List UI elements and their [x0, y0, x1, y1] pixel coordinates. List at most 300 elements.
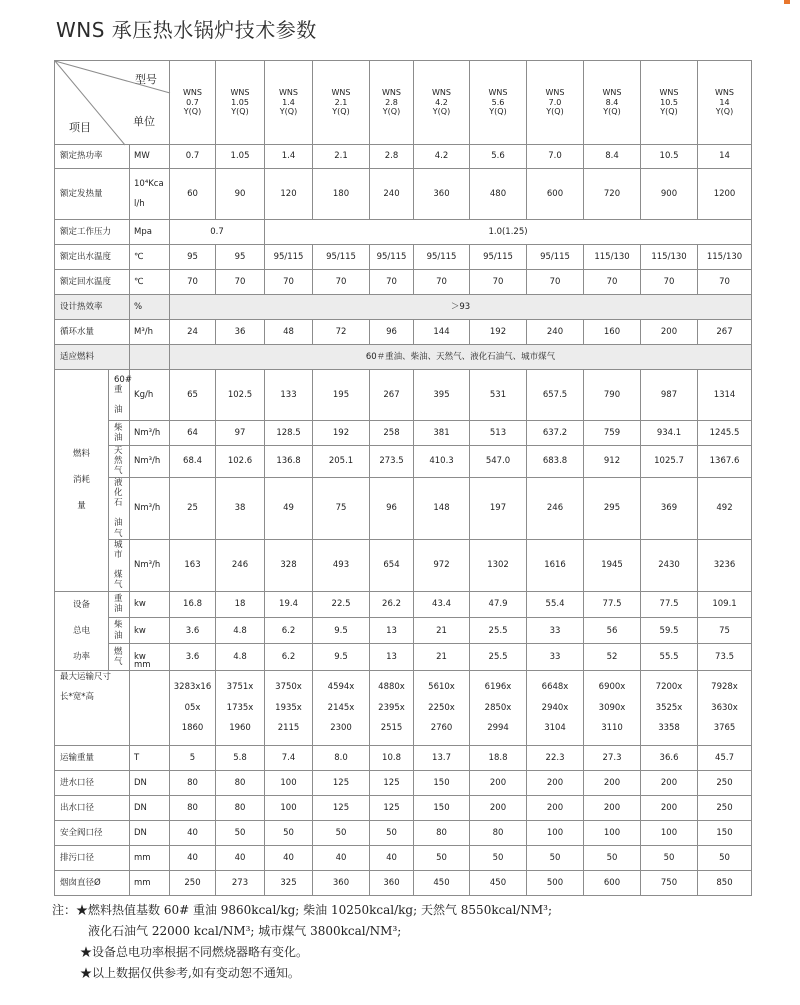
- value-cell: 250: [698, 770, 752, 795]
- value-cell: 40: [170, 820, 216, 845]
- value-cell: 100: [265, 770, 313, 795]
- value-cell: 68.4: [170, 446, 216, 478]
- value-cell: 480: [470, 169, 527, 220]
- value-cell: 70: [216, 270, 265, 295]
- value-cell: 360: [370, 870, 414, 895]
- model-line: WNS: [183, 88, 202, 98]
- value-cell: 13: [370, 617, 414, 643]
- value-cell: 450: [414, 870, 470, 895]
- model-line: WNS: [432, 88, 451, 98]
- model-line: Y(Q): [489, 107, 507, 117]
- model-line: 8.4: [605, 97, 619, 107]
- value-cell: 2.8: [370, 145, 414, 169]
- dimension-cell: [641, 670, 698, 745]
- row-unit: Nm³/h: [130, 421, 170, 446]
- dimension-line: 2994: [487, 722, 509, 733]
- value-cell: 295: [584, 477, 641, 539]
- value-cell: 40: [313, 845, 370, 870]
- value-cell: 200: [641, 770, 698, 795]
- model-header-cell: [216, 61, 265, 145]
- model-header-cell: [414, 61, 470, 145]
- value-cell: 273: [216, 870, 265, 895]
- model-line: WNS: [230, 88, 250, 98]
- value-cell: 192: [470, 320, 527, 345]
- value-cell: 934.1: [641, 421, 698, 446]
- row-label: 进水口径: [55, 770, 130, 795]
- value-cell: 50: [370, 820, 414, 845]
- dimension-line: 3090x: [598, 702, 626, 713]
- value-cell: 24: [170, 320, 216, 345]
- value-cell: 5.8: [216, 745, 265, 770]
- value-cell: 21: [414, 644, 470, 670]
- value-cell: 40: [170, 845, 216, 870]
- value-cell: 77.5: [641, 591, 698, 617]
- label-line: 油: [114, 405, 123, 416]
- value-cell: 102.5: [216, 370, 265, 421]
- value-cell: 45.7: [698, 745, 752, 770]
- value-cell: 200: [584, 795, 641, 820]
- group-label-line: 功率: [72, 651, 90, 662]
- dimension-line: 3750x: [275, 682, 302, 693]
- row-outlet_temp: [55, 245, 752, 270]
- value-cell: 160: [584, 320, 641, 345]
- row-pressure: [55, 220, 752, 245]
- value-cell: 120: [265, 169, 313, 220]
- value-cell: 75: [698, 617, 752, 643]
- value-cell: 750: [641, 870, 698, 895]
- model-header-cell: [698, 61, 752, 145]
- value-cell: 70: [265, 270, 313, 295]
- label-line: 城 市: [114, 539, 132, 560]
- dimension-line: 3765: [713, 722, 736, 733]
- value-cell: 205.1: [313, 446, 370, 478]
- row-unit: Nm³/h: [130, 446, 170, 478]
- value-cell: 50: [698, 845, 752, 870]
- value-cell: 70: [370, 270, 414, 295]
- model-line: Y(Q): [183, 107, 202, 117]
- header-diagonal-cell: [55, 61, 170, 145]
- value-cell: 144: [414, 320, 470, 345]
- dimension-cell: [265, 670, 313, 745]
- value-cell: 200: [641, 320, 698, 345]
- model-header-cell: [265, 61, 313, 145]
- value-cell: 70: [698, 270, 752, 295]
- dimension-line: 3110: [601, 722, 623, 733]
- value-cell: 3.6: [170, 617, 216, 643]
- row-unit: %: [130, 295, 170, 320]
- value-cell: 36.6: [641, 745, 698, 770]
- value-cell: 64: [170, 421, 216, 446]
- model-line: Y(Q): [546, 107, 564, 117]
- value-cell: 200: [527, 795, 584, 820]
- value-cell: 9.5: [313, 617, 370, 643]
- row-unit: kw: [130, 617, 170, 643]
- value-cell: 163: [170, 539, 216, 591]
- dimension-line: 6900x: [598, 682, 626, 693]
- value-cell: 115/130: [584, 245, 641, 270]
- value-cell: 683.8: [527, 446, 584, 478]
- dimension-line: 2300: [330, 722, 352, 733]
- value-cell: 148: [414, 477, 470, 539]
- value-cell: 80: [170, 795, 216, 820]
- group-label-line: 设备: [72, 599, 90, 610]
- value-cell: 150: [414, 795, 470, 820]
- value-cell: 150: [414, 770, 470, 795]
- row-weight: [55, 745, 752, 770]
- value-cell: 267: [370, 370, 414, 421]
- value-cell: 192: [313, 421, 370, 446]
- label-line: 最大运输尺寸: [60, 671, 112, 682]
- value-cell: 70: [414, 270, 470, 295]
- value-cell: 50: [216, 820, 265, 845]
- fuel-consumption-group-label: [55, 370, 109, 592]
- sub-row-label: 柴油: [109, 421, 130, 446]
- value-cell: 100: [641, 820, 698, 845]
- row-label: 安全阀口径: [55, 820, 130, 845]
- model-line: 1.05: [231, 97, 249, 107]
- value-cell: 100: [527, 820, 584, 845]
- dimension-line: 1935x: [275, 702, 302, 713]
- spec-table-body: [55, 61, 752, 896]
- value-cell: 25.5: [470, 644, 527, 670]
- value-cell: 10.5: [641, 145, 698, 169]
- dimension-line: 5610x: [428, 682, 455, 693]
- value-cell: 95/115: [527, 245, 584, 270]
- value-cell: 1616: [527, 539, 584, 591]
- pressure-value-high: 1.0(1.25): [265, 220, 752, 245]
- value-cell: 72: [313, 320, 370, 345]
- model-header-cell: [170, 61, 216, 145]
- row-fuel-lpg: [55, 477, 752, 539]
- sub-row-label: 燃气: [109, 644, 130, 670]
- note-line-2: 液化石油气 22000 kcal/NM³; 城市煤气 3800kcal/NM³;: [88, 924, 402, 938]
- model-line: Y(Q): [279, 107, 298, 117]
- value-cell: 60: [170, 169, 216, 220]
- value-cell: 109.1: [698, 591, 752, 617]
- model-line: WNS: [602, 88, 622, 98]
- row-unit: M³/h: [130, 320, 170, 345]
- value-cell: 1367.6: [698, 446, 752, 478]
- value-cell: 19.4: [265, 591, 313, 617]
- value-cell: 450: [470, 870, 527, 895]
- value-cell: 40: [216, 845, 265, 870]
- row-fuel-diesel: [55, 421, 752, 446]
- note-line-3: ★设备总电功率根据不同燃烧器略有变化。: [80, 945, 309, 959]
- value-cell: 70: [170, 270, 216, 295]
- row-unit: [130, 169, 170, 220]
- notes: [52, 900, 552, 984]
- value-cell: 50: [470, 845, 527, 870]
- value-cell: 246: [216, 539, 265, 591]
- value-cell: 8.4: [584, 145, 641, 169]
- model-header-cell: [370, 61, 414, 145]
- dimension-line: 05x: [184, 702, 201, 713]
- value-cell: 50: [265, 820, 313, 845]
- model-line: 0.7: [186, 97, 199, 107]
- value-cell: 7.0: [527, 145, 584, 169]
- value-cell: 80: [216, 770, 265, 795]
- sub-row-label: 天然气: [109, 446, 130, 478]
- value-cell: 52: [584, 644, 641, 670]
- value-cell: 381: [414, 421, 470, 446]
- value-cell: 96: [370, 477, 414, 539]
- value-cell: 6.2: [265, 644, 313, 670]
- value-cell: 33: [527, 617, 584, 643]
- row-unit: Mpa: [130, 220, 170, 245]
- value-cell: 195: [313, 370, 370, 421]
- row-inlet: [55, 770, 752, 795]
- row-unit: [130, 659, 170, 745]
- row-label: 适应燃料: [55, 345, 130, 370]
- row-unit: Nm³/h: [130, 477, 170, 539]
- value-cell: 59.5: [641, 617, 698, 643]
- value-cell: 273.5: [370, 446, 414, 478]
- value-cell: 50: [313, 820, 370, 845]
- dimension-cell: [470, 670, 527, 745]
- value-cell: 18: [216, 591, 265, 617]
- value-cell: 4.8: [216, 644, 265, 670]
- value-cell: 850: [698, 870, 752, 895]
- value-cell: 40: [265, 845, 313, 870]
- row-unit: DN: [130, 820, 170, 845]
- model-line: 1.4: [282, 97, 295, 107]
- row-unit: DN: [130, 770, 170, 795]
- row-fuel-heavy_oil: [55, 370, 752, 421]
- value-cell: 4.8: [216, 617, 265, 643]
- model-line: 4.2: [435, 97, 448, 107]
- value-cell: 70: [527, 270, 584, 295]
- fuel-value: 60＃重油、柴油、天然气、液化石油气、城市煤气: [170, 345, 752, 370]
- value-cell: 16.8: [170, 591, 216, 617]
- model-line: Y(Q): [231, 107, 249, 117]
- unit-line: l/h: [134, 199, 145, 210]
- value-cell: 80: [414, 820, 470, 845]
- value-cell: 50: [527, 845, 584, 870]
- value-cell: 200: [470, 795, 527, 820]
- value-cell: 790: [584, 370, 641, 421]
- row-rated_heat: [55, 169, 752, 220]
- value-cell: 197: [470, 477, 527, 539]
- value-cell: 250: [698, 795, 752, 820]
- dimension-line: 3751x: [226, 682, 254, 693]
- value-cell: 369: [641, 477, 698, 539]
- value-cell: 115/130: [641, 245, 698, 270]
- dimension-cell: [584, 670, 641, 745]
- value-cell: 7.4: [265, 745, 313, 770]
- unit-line: 10⁴Kca: [134, 178, 164, 189]
- value-cell: 50: [641, 845, 698, 870]
- model-line: Y(Q): [603, 107, 621, 117]
- value-cell: 759: [584, 421, 641, 446]
- value-cell: 70: [641, 270, 698, 295]
- value-cell: 96: [370, 320, 414, 345]
- row-unit: mm: [130, 845, 170, 870]
- value-cell: 65: [170, 370, 216, 421]
- row-fuel: [55, 345, 752, 370]
- dimension-line: 2145x: [327, 702, 355, 713]
- value-cell: 75: [313, 477, 370, 539]
- value-cell: 38: [216, 477, 265, 539]
- row-label: 运输重量: [55, 745, 130, 770]
- row-unit: kw: [130, 591, 170, 617]
- dimension-cell: [698, 670, 752, 745]
- value-cell: 97: [216, 421, 265, 446]
- row-label: 额定工作压力: [55, 220, 130, 245]
- model-line: 2.1: [334, 97, 348, 107]
- value-cell: 125: [313, 795, 370, 820]
- group-label-line: 消耗: [72, 475, 90, 486]
- dimension-line: 1860: [181, 722, 204, 733]
- value-cell: 136.8: [265, 446, 313, 478]
- pressure-value-low: 0.7: [170, 220, 265, 245]
- value-cell: 200: [584, 770, 641, 795]
- row-label: 循环水量: [55, 320, 130, 345]
- row-fuel-city_gas: [55, 539, 752, 591]
- value-cell: 95/115: [414, 245, 470, 270]
- value-cell: 1025.7: [641, 446, 698, 478]
- row-unit: T: [130, 745, 170, 770]
- dimension-line: 2115: [277, 722, 300, 733]
- row-efficiency: [55, 295, 752, 320]
- value-cell: 5.6: [470, 145, 527, 169]
- value-cell: 328: [265, 539, 313, 591]
- value-cell: 972: [414, 539, 470, 591]
- model-header-cell: [641, 61, 698, 145]
- value-cell: 900: [641, 169, 698, 220]
- dimension-line: 2940x: [541, 702, 569, 713]
- value-cell: 1245.5: [698, 421, 752, 446]
- value-cell: 246: [527, 477, 584, 539]
- dimension-line: 4880x: [378, 682, 405, 693]
- label-line: 长*宽*高: [60, 692, 95, 702]
- value-cell: 13: [370, 644, 414, 670]
- dimension-line: 7200x: [655, 682, 683, 693]
- value-cell: 4.2: [414, 145, 470, 169]
- row-unit: Nm³/h: [130, 539, 170, 591]
- value-cell: 180: [313, 169, 370, 220]
- header-unit-label: 单位: [133, 115, 156, 128]
- model-line: Y(Q): [332, 107, 350, 117]
- value-cell: 1.05: [216, 145, 265, 169]
- model-header-cell: [527, 61, 584, 145]
- row-unit: kw: [130, 644, 170, 670]
- row-power-diesel: [55, 617, 752, 643]
- value-cell: 1302: [470, 539, 527, 591]
- value-cell: 150: [698, 820, 752, 845]
- dimension-line: 1960: [229, 722, 251, 733]
- value-cell: 70: [313, 270, 370, 295]
- value-cell: 80: [470, 820, 527, 845]
- value-cell: 200: [527, 770, 584, 795]
- value-cell: 77.5: [584, 591, 641, 617]
- value-cell: 95/115: [370, 245, 414, 270]
- row-circulation: [55, 320, 752, 345]
- spec-table: [54, 60, 752, 896]
- value-cell: 22.5: [313, 591, 370, 617]
- value-cell: 10.8: [370, 745, 414, 770]
- value-cell: 48: [265, 320, 313, 345]
- row-label: [55, 670, 130, 745]
- dimension-line: 6196x: [484, 682, 512, 693]
- group-label-line: 总电: [72, 625, 90, 636]
- model-line: 10.5: [660, 97, 678, 107]
- value-cell: 95/115: [265, 245, 313, 270]
- dimension-cell: [527, 670, 584, 745]
- value-cell: 73.5: [698, 644, 752, 670]
- value-cell: 25.5: [470, 617, 527, 643]
- value-cell: 18.8: [470, 745, 527, 770]
- value-cell: 513: [470, 421, 527, 446]
- value-cell: 987: [641, 370, 698, 421]
- value-cell: 410.3: [414, 446, 470, 478]
- row-fuel-natural_gas: [55, 446, 752, 478]
- dimension-line: 1735x: [226, 702, 254, 713]
- value-cell: 21: [414, 617, 470, 643]
- value-cell: 70: [584, 270, 641, 295]
- model-header-cell: [470, 61, 527, 145]
- value-cell: 1314: [698, 370, 752, 421]
- value-cell: 25: [170, 477, 216, 539]
- row-outlet: [55, 795, 752, 820]
- label-line: 煤气: [114, 570, 123, 591]
- value-cell: 22.3: [527, 745, 584, 770]
- value-cell: 1.4: [265, 145, 313, 169]
- header-type-label: 型号: [135, 73, 158, 86]
- value-cell: 70: [470, 270, 527, 295]
- value-cell: 40: [370, 845, 414, 870]
- dimension-cell: [170, 670, 216, 745]
- value-cell: 125: [370, 795, 414, 820]
- value-cell: 128.5: [265, 421, 313, 446]
- value-cell: 49: [265, 477, 313, 539]
- dimension-cell: [370, 670, 414, 745]
- page-title: WNS 承压热水锅炉技术参数: [56, 18, 317, 42]
- dimension-line: 2395x: [378, 702, 405, 713]
- dimension-line: 6648x: [541, 682, 569, 693]
- label-line: 液化石: [114, 477, 123, 508]
- value-cell: 13.7: [414, 745, 470, 770]
- model-line: WNS: [331, 88, 351, 98]
- model-line: Y(Q): [715, 107, 734, 117]
- value-cell: 200: [641, 795, 698, 820]
- value-cell: 0.7: [170, 145, 216, 169]
- value-cell: 500: [527, 870, 584, 895]
- group-label-line: 燃料: [72, 449, 90, 460]
- efficiency-value: ＞93: [170, 295, 752, 320]
- value-cell: 95/115: [470, 245, 527, 270]
- value-cell: 14: [698, 145, 752, 169]
- dimension-line: 2515: [380, 722, 403, 733]
- model-line: Y(Q): [432, 107, 451, 117]
- row-label: 额定出水温度: [55, 245, 130, 270]
- value-cell: 360: [414, 169, 470, 220]
- label-line: 油气: [114, 518, 123, 539]
- dimension-line: 2250x: [428, 702, 455, 713]
- value-cell: 600: [584, 870, 641, 895]
- unit-text: mm: [134, 659, 151, 670]
- model-line: 14: [719, 97, 730, 107]
- row-unit: MW: [130, 145, 170, 169]
- value-cell: 47.9: [470, 591, 527, 617]
- value-cell: 258: [370, 421, 414, 446]
- dimension-line: 4594x: [327, 682, 355, 693]
- value-cell: 125: [370, 770, 414, 795]
- row-label: 出水口径: [55, 795, 130, 820]
- model-line: WNS: [715, 88, 734, 98]
- value-cell: 6.2: [265, 617, 313, 643]
- value-cell: 531: [470, 370, 527, 421]
- value-cell: 5: [170, 745, 216, 770]
